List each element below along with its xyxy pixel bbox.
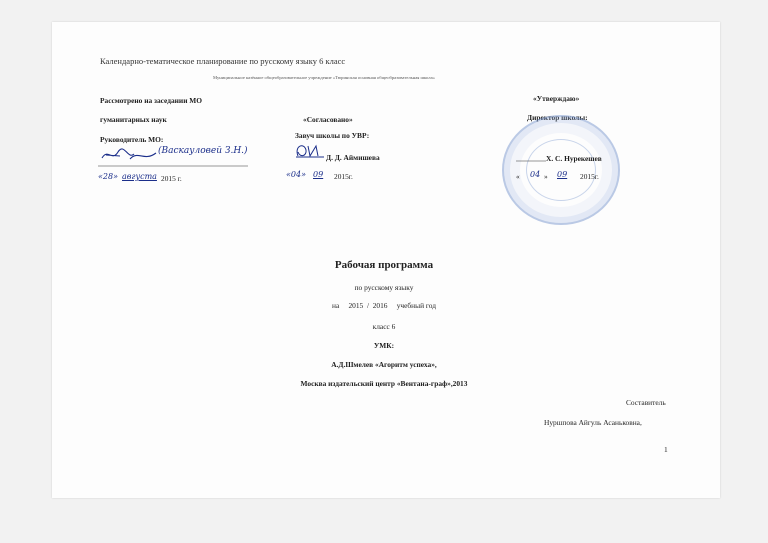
program-umk-label: УМК: bbox=[373, 341, 395, 350]
signature-mo-name: (Васкауловей З.Н.) bbox=[158, 146, 248, 156]
signature-deputy bbox=[292, 142, 326, 160]
page-number: 1 bbox=[664, 445, 668, 454]
program-grade: класс 6 bbox=[372, 322, 396, 331]
agreed-heading: «Согласовано» bbox=[303, 115, 353, 124]
approval-mo-line3: Руководитель МО: bbox=[100, 135, 164, 144]
compiler-name: Нуршпова Айгуль Асаньковна, bbox=[544, 418, 642, 427]
signature-underline-director bbox=[516, 159, 546, 163]
approval-mo-line2: гуманитарных наук bbox=[100, 115, 167, 124]
program-title: Рабочая программа bbox=[334, 259, 434, 271]
date-open-quote-director: « bbox=[516, 172, 520, 181]
program-subject: по русскому языку bbox=[354, 283, 414, 292]
date-month-director: 09 bbox=[557, 170, 568, 179]
program-year: на 2015 / 2016 учебный год bbox=[332, 301, 436, 310]
date-month-mo: августа bbox=[122, 172, 157, 181]
approval-mo-line1: Рассмотрено на заседании МО bbox=[100, 96, 203, 105]
approved-heading: «Утверждаю» bbox=[533, 94, 580, 103]
deputy-name: Д. Д. Аймишева bbox=[326, 153, 380, 162]
signature-mo-head bbox=[100, 146, 160, 164]
date-day-deputy: «04» bbox=[286, 170, 306, 179]
date-day-director: 04 bbox=[530, 170, 541, 179]
program-umk-book: А.Д.Шмелев «Агоритм успеха», bbox=[331, 360, 437, 369]
director-name: Х. С. Нурекешев bbox=[546, 154, 602, 163]
document-title: Календарно-тематическое планирование по русскому языку 6 класс bbox=[100, 56, 346, 66]
deputy-label: Завуч школы по УВР: bbox=[295, 131, 370, 140]
program-publisher: Москва издательский центр «Вентана-граф»,2013 bbox=[300, 379, 468, 388]
director-label: Директор школы: bbox=[527, 113, 588, 122]
signature-underline-mo bbox=[98, 164, 248, 168]
date-day-mo: «28» bbox=[98, 172, 118, 181]
date-year-director: 2015г. bbox=[580, 172, 599, 181]
date-close-quote-director: » bbox=[544, 172, 548, 181]
date-year-mo: 2015 г. bbox=[161, 174, 182, 183]
organization-name: Муниципальное казённое общеобразовательное учреждение «Тюринская основная общеобразовательная школа» bbox=[213, 75, 435, 80]
compiler-label: Составитель bbox=[626, 398, 666, 407]
date-month-deputy: 09 bbox=[313, 170, 324, 179]
date-year-deputy: 2015г. bbox=[334, 172, 353, 181]
